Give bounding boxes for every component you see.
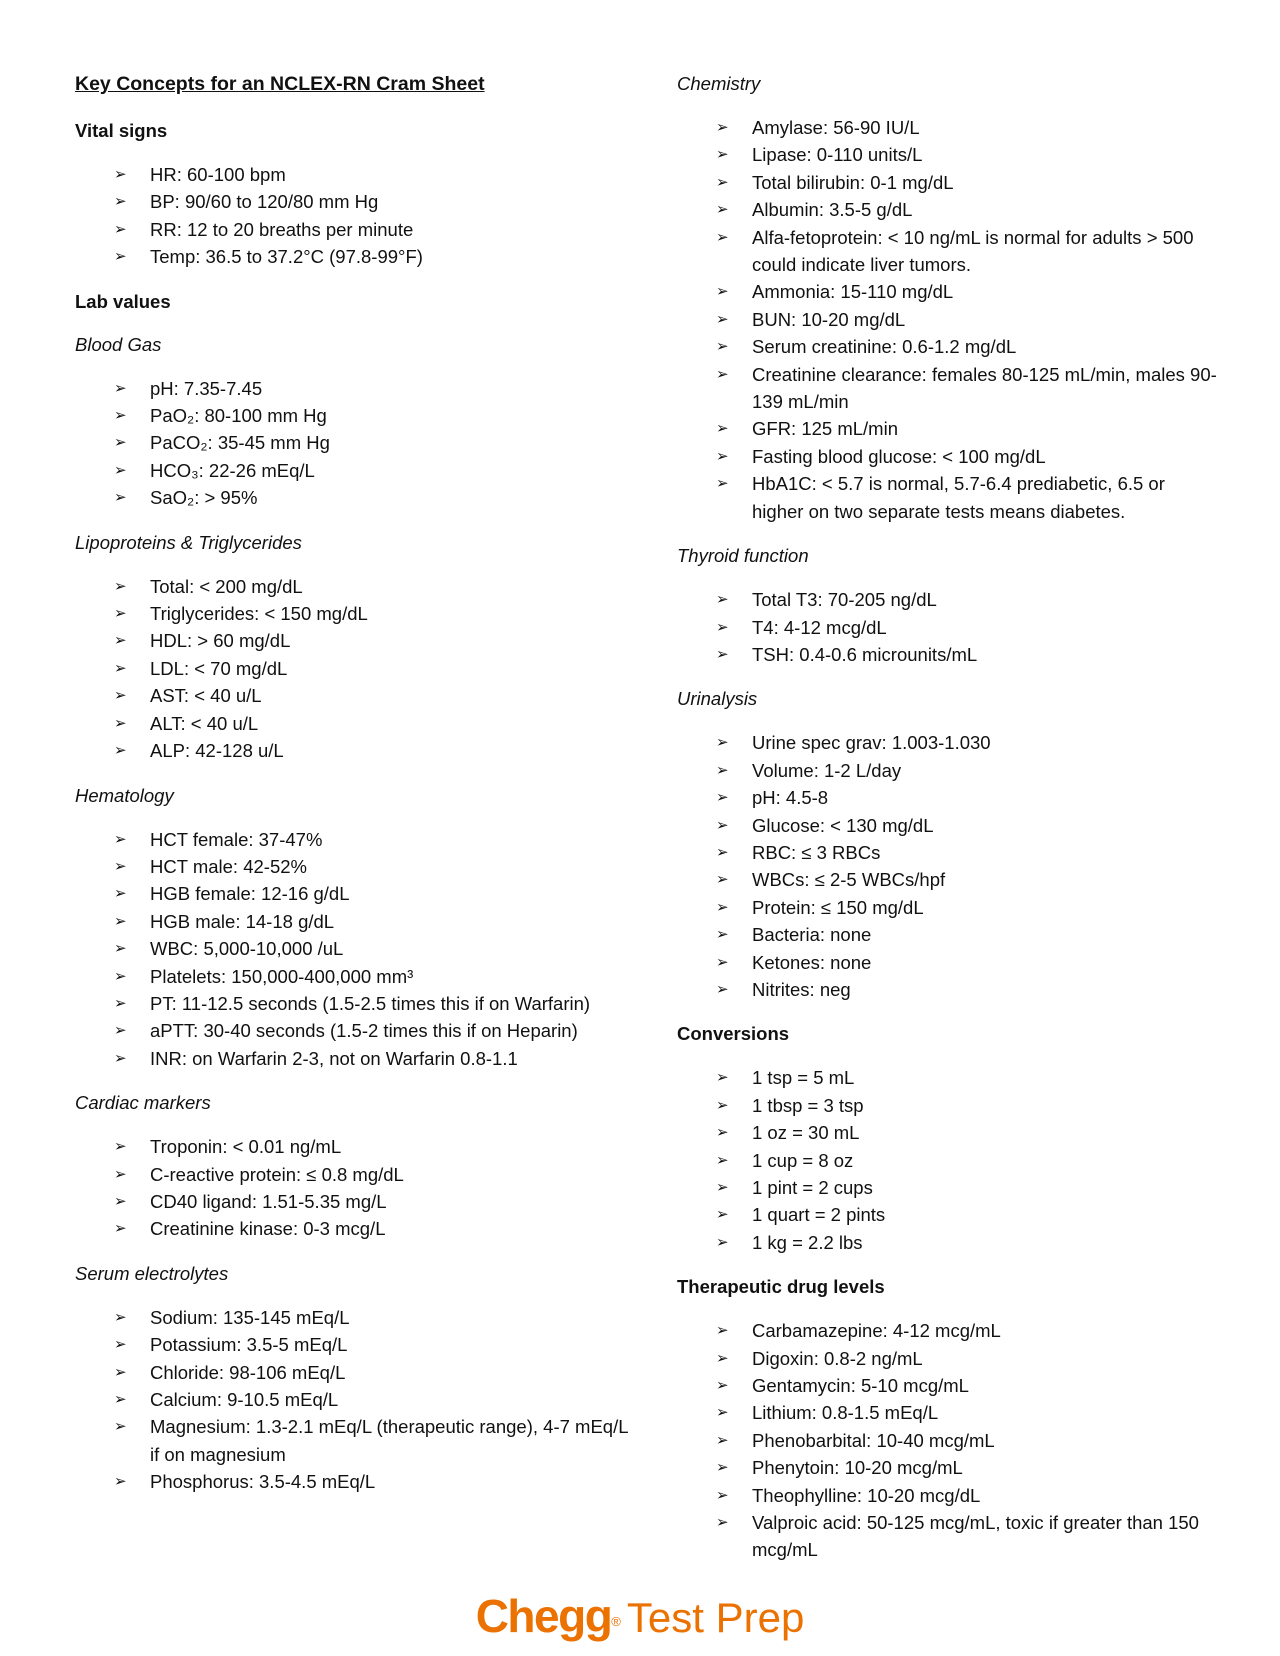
bullet-list [677,586,1217,668]
list-item: ➢ Platelets: 150,000-400,000 mm³ [114,963,635,990]
list-item: ➢ Creatinine kinase: 0-3 mcg/L [114,1215,635,1242]
list-item: ➢ aPTT: 30-40 seconds (1.5-2 times this if on Heparin) [114,1017,635,1044]
section-heading: Vital signs [75,120,168,141]
list-item: ➢ Theophylline: 10-20 mcg/dL [716,1482,1217,1509]
bullet-list [75,1133,635,1243]
list-item: ➢ Ketones: none [716,949,1217,976]
list-item: ➢ Ammonia: 15-110 mg/dL [716,278,1217,305]
list-item: ➢ HGB female: 12-16 g/dL [114,880,635,907]
list-item: ➢ 1 cup = 8 oz [716,1147,1217,1174]
logo-brand: Chegg [475,1590,612,1642]
section-lab-values [75,290,635,314]
list-item: ➢ Total T3: 70-205 ng/dL [716,586,1217,613]
list-item: ➢ Chloride: 98-106 mEq/L [114,1359,635,1386]
section-heading: Cardiac markers [75,1092,211,1114]
list-item: ➢ pH: 7.35-7.45 [114,375,635,402]
list-item: ➢ Nitrites: neg [716,976,1217,1003]
list-item: ➢ HDL: > 60 mg/dL [114,627,635,654]
list-item: ➢ Creatinine clearance: females 80-125 mL/min, males 90-139 mL/min [716,361,1217,416]
chegg-test-prep-logo [0,1592,1280,1652]
list-item: ➢ 1 quart = 2 pints [716,1201,1217,1228]
list-item: ➢ Phosphorus: 3.5-4.5 mEq/L [114,1468,635,1495]
list-item: ➢ RR: 12 to 20 breaths per minute [114,216,635,243]
list-item: ➢ HR: 60-100 bpm [114,161,635,188]
list-item: ➢ 1 kg = 2.2 lbs [716,1229,1217,1256]
left-column [75,72,635,1515]
list-item: ➢ Phenytoin: 10-20 mcg/mL [716,1454,1217,1481]
list-item: ➢ BP: 90/60 to 120/80 mm Hg [114,188,635,215]
section-heading: Conversions [677,1023,790,1045]
section-hematology [75,784,635,1073]
section-heading: Serum electrolytes [75,1262,229,1284]
list-item: ➢ 1 tsp = 5 mL [716,1064,1217,1091]
bullet-list [75,375,635,512]
list-item: ➢ T4: 4-12 mcg/dL [716,614,1217,641]
section-urinalysis [677,687,1217,1003]
list-item: ➢ HCT male: 42-52% [114,853,635,880]
list-item: ➢ Total: < 200 mg/dL [114,573,635,600]
list-item: ➢ INR: on Warfarin 2-3, not on Warfarin 0.8-1.1 [114,1045,635,1072]
list-item: ➢ Triglycerides: < 150 mg/dL [114,600,635,627]
list-item: ➢ Magnesium: 1.3-2.1 mEq/L (therapeutic range), 4-7 mEq/L if on magnesium [114,1413,635,1468]
list-item: ➢ Digoxin: 0.8-2 ng/mL [716,1345,1217,1372]
list-item: ➢ HbA1C: < 5.7 is normal, 5.7-6.4 prediabetic, 6.5 or higher on two separate tests means diabetes. [716,470,1217,525]
section-heading: Lipoproteins & Triglycerides [75,531,302,553]
list-item: ➢ Temp: 36.5 to 37.2°C (97.8-99°F) [114,243,635,270]
list-item: ➢ Serum creatinine: 0.6-1.2 mg/dL [716,333,1217,360]
list-item: ➢ PaO₂: 80-100 mm Hg [114,402,635,429]
section-heading: Hematology [75,784,174,806]
list-item: ➢ Bacteria: none [716,921,1217,948]
list-item: ➢ Amylase: 56-90 IU/L [716,114,1217,141]
list-item: ➢ ALT: < 40 u/L [114,710,635,737]
list-item: ➢ PaCO₂: 35-45 mm Hg [114,429,635,456]
section-blood-gas [75,333,635,512]
list-item: ➢ TSH: 0.4-0.6 microunits/mL [716,641,1217,668]
section-heading: Therapeutic drug levels [677,1276,885,1298]
section-conversions [677,1022,1217,1256]
list-item: ➢ Phenobarbital: 10-40 mcg/mL [716,1427,1217,1454]
bullet-list [677,729,1217,1003]
section-serum-electrolytes [75,1262,635,1496]
section-heading: Lab values [75,290,171,312]
list-item: ➢ Urine spec grav: 1.003-1.030 [716,729,1217,756]
list-item: ➢ 1 oz = 30 mL [716,1119,1217,1146]
list-item: ➢ CD40 ligand: 1.51-5.35 mg/L [114,1188,635,1215]
list-item: ➢ HGB male: 14-18 g/dL [114,908,635,935]
section-therapeutic-drug-levels [677,1275,1217,1564]
list-item: ➢ PT: 11-12.5 seconds (1.5-2.5 times this if on Warfarin) [114,990,635,1017]
list-item: ➢ Valproic acid: 50-125 mcg/mL, toxic if greater than 150 mcg/mL [716,1509,1217,1564]
section-thyroid-function [677,544,1217,668]
list-item: ➢ Volume: 1-2 L/day [716,757,1217,784]
section-chemistry [677,72,1217,525]
list-item: ➢ HCO₃: 22-26 mEq/L [114,457,635,484]
list-item: ➢ SaO₂: > 95% [114,484,635,511]
list-item: ➢ Carbamazepine: 4-12 mcg/mL [716,1317,1217,1344]
list-item: ➢ Fasting blood glucose: < 100 mg/dL [716,443,1217,470]
bullet-list [75,1304,635,1496]
list-item: ➢ Protein: ≤ 150 mg/dL [716,894,1217,921]
list-item: ➢ pH: 4.5-8 [716,784,1217,811]
list-item: ➢ Gentamycin: 5-10 mcg/mL [716,1372,1217,1399]
list-item: ➢ Calcium: 9-10.5 mEq/L [114,1386,635,1413]
section-heading: Blood Gas [75,333,162,355]
list-item: ➢ HCT female: 37-47% [114,826,635,853]
bullet-list [75,161,635,271]
list-item: ➢ Total bilirubin: 0-1 mg/dL [716,169,1217,196]
section-vital-signs [75,119,635,271]
list-item: ➢ RBC: ≤ 3 RBCs [716,839,1217,866]
bullet-list [75,826,635,1073]
right-column [677,72,1217,1583]
list-item: ➢ Albumin: 3.5-5 g/dL [716,196,1217,223]
list-item: ➢ WBC: 5,000-10,000 /uL [114,935,635,962]
bullet-list [677,1064,1217,1256]
page-title: Key Concepts for an NCLEX-RN Cram Sheet [75,73,485,95]
list-item: ➢ GFR: 125 mL/min [716,415,1217,442]
list-item: ➢ C-reactive protein: ≤ 0.8 mg/dL [114,1161,635,1188]
bullet-list [677,114,1217,525]
section-heading: Urinalysis [677,688,758,710]
list-item: ➢ AST: < 40 u/L [114,682,635,709]
list-item: ➢ BUN: 10-20 mg/dL [716,306,1217,333]
section-heading: Chemistry [677,73,761,94]
section-lipoproteins-triglycerides [75,531,635,765]
list-item: ➢ Glucose: < 130 mg/dL [716,812,1217,839]
logo-suffix: Test Prep [626,1594,805,1641]
list-item: ➢ LDL: < 70 mg/dL [114,655,635,682]
list-item: ➢ Sodium: 135-145 mEq/L [114,1304,635,1331]
bullet-list [75,573,635,765]
list-item: ➢ 1 pint = 2 cups [716,1174,1217,1201]
bullet-list [677,1317,1217,1564]
list-item: ➢ Lithium: 0.8-1.5 mEq/L [716,1399,1217,1426]
list-item: ➢ Troponin: < 0.01 ng/mL [114,1133,635,1160]
list-item: ➢ Lipase: 0-110 units/L [716,141,1217,168]
section-heading: Thyroid function [677,545,809,567]
list-item: ➢ 1 tbsp = 3 tsp [716,1092,1217,1119]
section-cardiac-markers [75,1091,635,1243]
list-item: ➢ ALP: 42-128 u/L [114,737,635,764]
list-item: ➢ Potassium: 3.5-5 mEq/L [114,1331,635,1358]
list-item: ➢ Alfa-fetoprotein: < 10 ng/mL is normal for adults > 500 could indicate liver tumors. [716,224,1217,279]
list-item: ➢ WBCs: ≤ 2-5 WBCs/hpf [716,866,1217,893]
logo-registered-mark: ® [611,1614,621,1629]
